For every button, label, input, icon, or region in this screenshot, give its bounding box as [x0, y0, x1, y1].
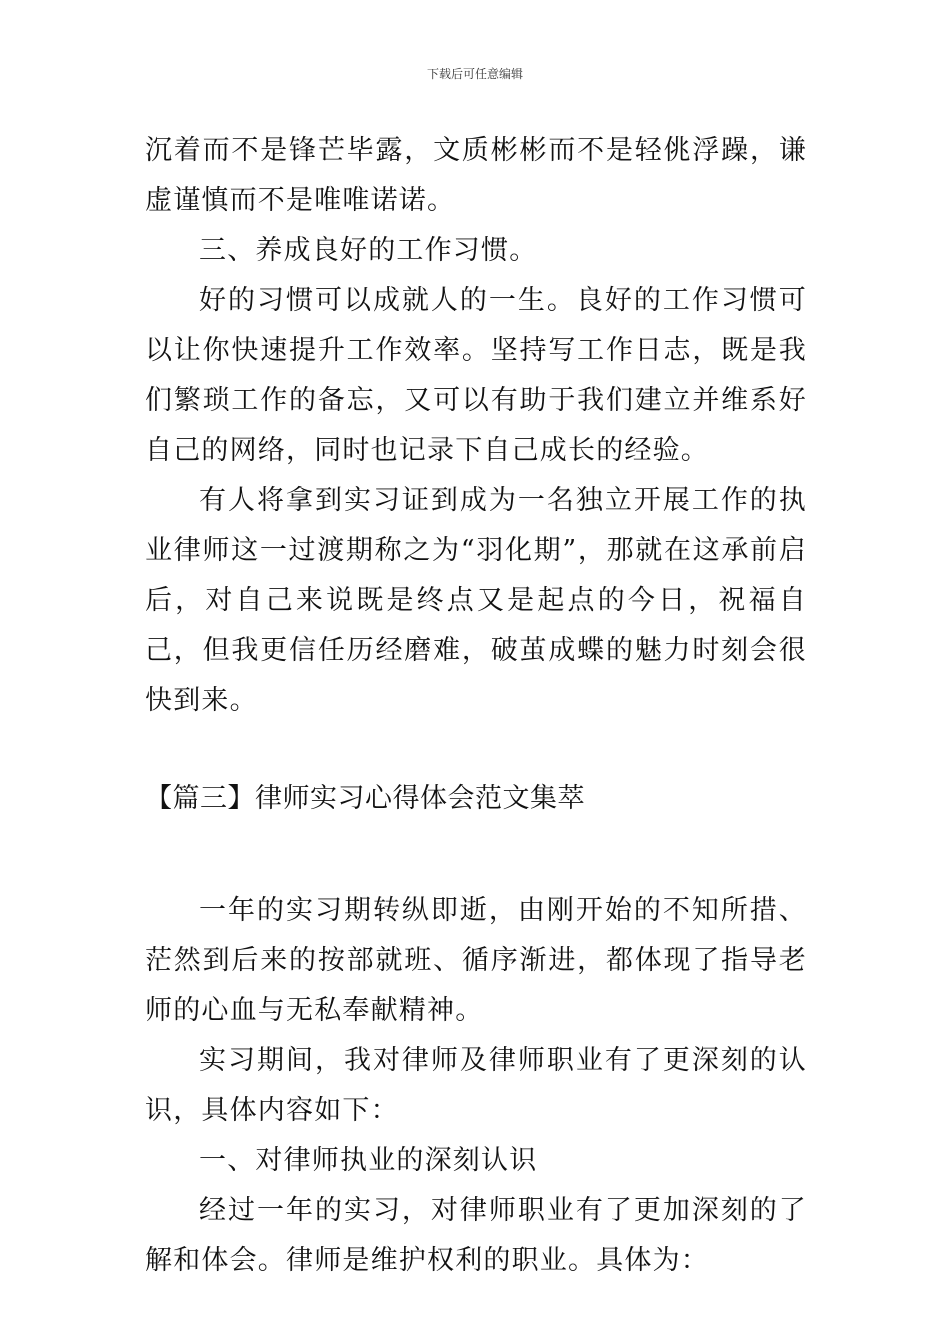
- paragraph-continuation: 沉着而不是锋芒毕露，文质彬彬而不是轻佻浮躁，谦虚谨慎而不是唯唯诺诺。: [145, 135, 807, 216]
- paragraph-transition-period: 有人将拿到实习证到成为一名独立开展工作的执业律师这一过渡期称之为“羽化期”，那就在这承前启后，对自己来说既是终点又是起点的今日，祝福自己，但我更信任历经磨难，破茧成蝶的魅力时刻会很快到来。: [145, 485, 807, 716]
- document-body: [145, 126, 807, 1286]
- subheading-lawyer-practice: 一、对律师执业的深刻认识: [199, 1145, 538, 1176]
- paragraph-internship-year: 一年的实习期转纵即逝，由刚开始的不知所措、茫然到后来的按部就班、循序渐进，都体现了指导老师的心血与无私奉献精神。: [145, 895, 807, 1026]
- paragraph-habits: 好的习惯可以成就人的一生。良好的工作习惯可以让你快速提升工作效率。坚持写工作日志，既是我们繁琐工作的备忘，又可以有助于我们建立并维系好自己的网络，同时也记录下自己成长的经验。: [145, 285, 807, 466]
- section-title: 【篇三】律师实习心得体会范文集萃: [145, 783, 585, 814]
- page-header: 下载后可任意编辑: [426, 67, 523, 81]
- paragraph-understanding: 实习期间，我对律师及律师职业有了更深刻的认识，具体内容如下：: [145, 1045, 807, 1126]
- paragraph-lawyer-profession: 经过一年的实习，对律师职业有了更加深刻的了解和体会。律师是维护权利的职业。具体为：: [145, 1195, 807, 1276]
- subheading-work-habits: 三、养成良好的工作习惯。: [199, 235, 538, 266]
